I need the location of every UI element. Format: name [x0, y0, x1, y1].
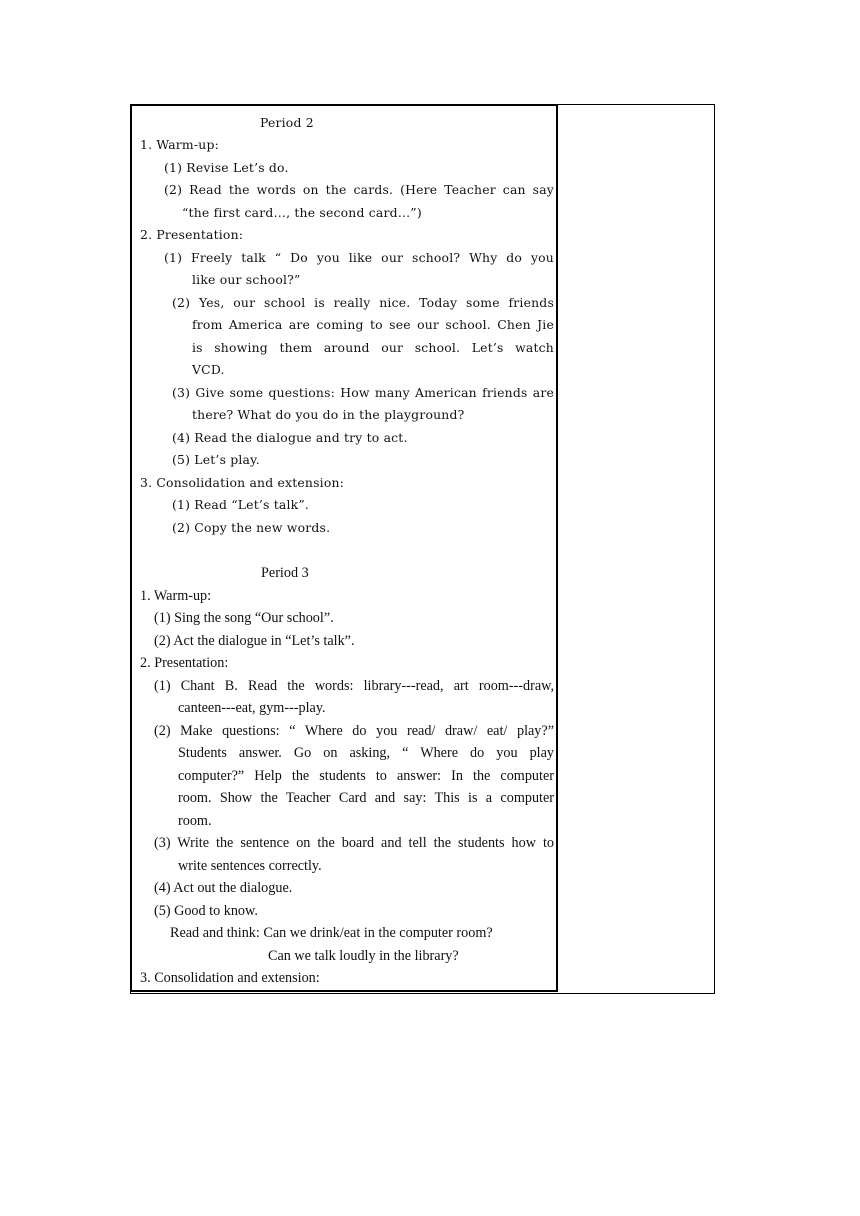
p3-line: canteen---eat, gym---play. [178, 700, 326, 716]
p2-line: from America are coming to see our school. Chen Jie [192, 317, 554, 332]
p2-line: (4) Read the dialogue and try to act. [172, 430, 408, 445]
p3-line: Read and think: Can we drink/eat in the computer room? [170, 925, 493, 941]
p3-line: (1) Chant B. Read the words: library---read, art room---draw, [154, 678, 554, 694]
p3-line: room. Show the Teacher Card and say: This is a computer [178, 790, 554, 806]
procedure-cell [130, 104, 558, 992]
period-2-title: Period 2 [260, 115, 314, 130]
p3-warmup-heading: 1. Warm-up: [140, 588, 212, 604]
lesson-plan-table [130, 104, 715, 994]
p2-warmup-heading: 1. Warm-up: [140, 137, 219, 152]
p2-consolidation-heading: 3. Consolidation and extension: [140, 475, 345, 490]
p3-line: (2) Act the dialogue in “Let’s talk”. [154, 633, 355, 649]
p2-line: (1) Revise Let’s do. [164, 160, 289, 175]
p3-line: room. [178, 813, 212, 829]
p3-line: Can we talk loudly in the library? [268, 948, 459, 964]
p2-line: “the first card…, the second card…”) [182, 205, 422, 220]
notes-cell [559, 105, 714, 993]
p2-line: (2) Read the words on the cards. (Here Teacher can say [164, 182, 554, 197]
p3-line: (4) Act out the dialogue. [154, 880, 293, 896]
p3-line: Students answer. Go on asking, “ Where do you play [178, 745, 554, 761]
p2-line: (3) Give some questions: How many American friends are [172, 385, 554, 400]
p2-line: (1) Freely talk “ Do you like our school? Why do you [164, 250, 554, 265]
p2-line: (5) Let’s play. [172, 452, 260, 467]
p3-line: write sentences correctly. [178, 858, 322, 874]
p3-line: (5) Good to know. [154, 903, 258, 919]
p2-line: there? What do you do in the playground? [192, 407, 465, 422]
p3-presentation-heading: 2. Presentation: [140, 655, 229, 671]
period-3-title: Period 3 [261, 565, 309, 581]
p2-line: (2) Copy the new words. [172, 520, 331, 535]
p3-line: computer?” Help the students to answer: In the computer [178, 768, 554, 784]
p3-consolidation-heading: 3. Consolidation and extension: [140, 970, 320, 986]
p2-line: is showing them around our school. Let’s watch [192, 340, 554, 355]
p2-presentation-heading: 2. Presentation: [140, 227, 244, 242]
p3-line: (1) Sing the song “Our school”. [154, 610, 334, 626]
p2-line: like our school?” [192, 272, 301, 287]
p3-line: (3) Write the sentence on the board and tell the students how to [154, 835, 554, 851]
p2-line: VCD. [192, 362, 225, 377]
p2-line: (2) Yes, our school is really nice. Today some friends [172, 295, 554, 310]
p3-line: (2) Make questions: “ Where do you read/ draw/ eat/ play?” [154, 723, 554, 739]
p2-line: (1) Read “Let’s talk”. [172, 497, 310, 512]
